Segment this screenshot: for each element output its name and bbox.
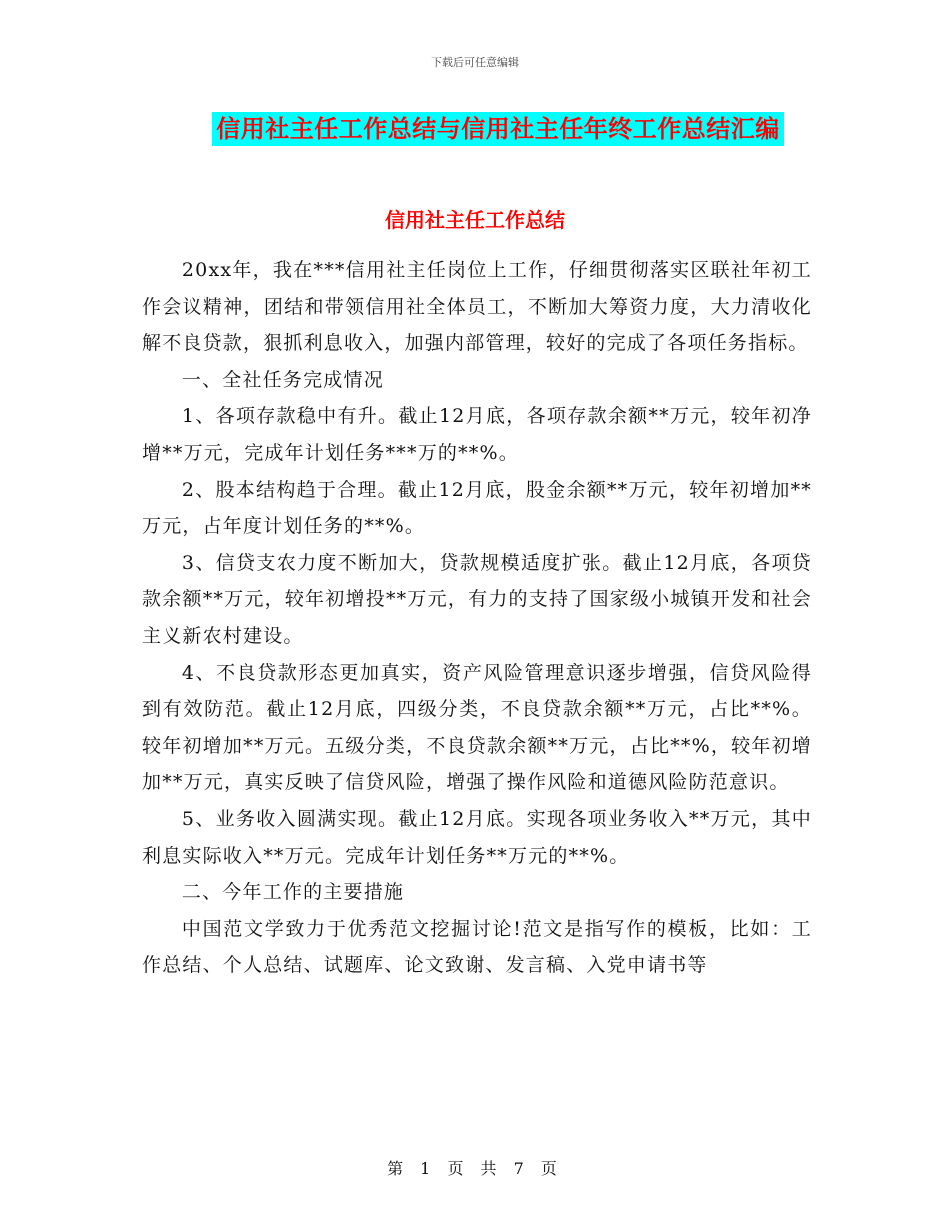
paragraph-heading-2: 二、今年工作的主要措施 [181,881,405,904]
paragraph-item-4: 4、不良贷款形态更加真实，资产风险管理意识逐步增强，信贷风险得到有效防范。截止12月底，四级分类，不良贷款余额**万元，占比**%。较年初增加**万元。五级分类，不良贷款余额**万元，占比**%，较年初增加**万元，真实反映了信贷风险，增强了操作风险和道德风险防范意识。 [142,661,812,794]
page-footer: 第 1 页 共 7 页 [387,1159,563,1178]
paragraph-note: 中国范文学致力于优秀范文挖掘讨论!范文是指写作的模板，比如：工作总结、个人总结、试题库、论文致谢、发言稿、入党申请书等 [142,917,812,977]
paragraph-item-5: 5、业务收入圆满实现。截止12月底。实现各项业务收入**万元，其中利息实际收入**万元。完成年计划任务**万元的**%。 [142,807,812,867]
section-title: 信用社主任工作总结 [385,208,565,232]
paragraph-item-1: 1、各项存款稳中有升。截止12月底，各项存款余额**万元，较年初净增**万元，完成年计划任务***万的**%。 [142,405,812,464]
paragraph-item-2: 2、股本结构趋于合理。截止12月底，股金余额**万元，较年初增加**万元，占年度计划任务的**%。 [142,478,812,538]
header-note: 下载后可任意编辑 [431,56,519,69]
document-title: 信用社主任工作总结与信用社主任年终工作总结汇编 [212,112,784,146]
paragraph-intro: 20xx年，我在***信用社主任岗位上工作，仔细贯彻落实区联社年初工作会议精神，团结和带领信用社全体员工，不断加大筹资力度，大力清收化解不良贷款，狠抓利息收入，加强内部管理，较好的完成了各项任务指标。 [142,259,812,355]
paragraph-item-3: 3、信贷支农力度不断加大，贷款规模适度扩张。截止12月底，各项贷款余额**万元，较年初增投**万元，有力的支持了国家级小城镇开发和社会主义新农村建设。 [142,551,812,647]
document-title-container [0,112,950,146]
document-body [142,252,812,984]
paragraph-heading-1: 一、全社任务完成情况 [181,368,384,391]
